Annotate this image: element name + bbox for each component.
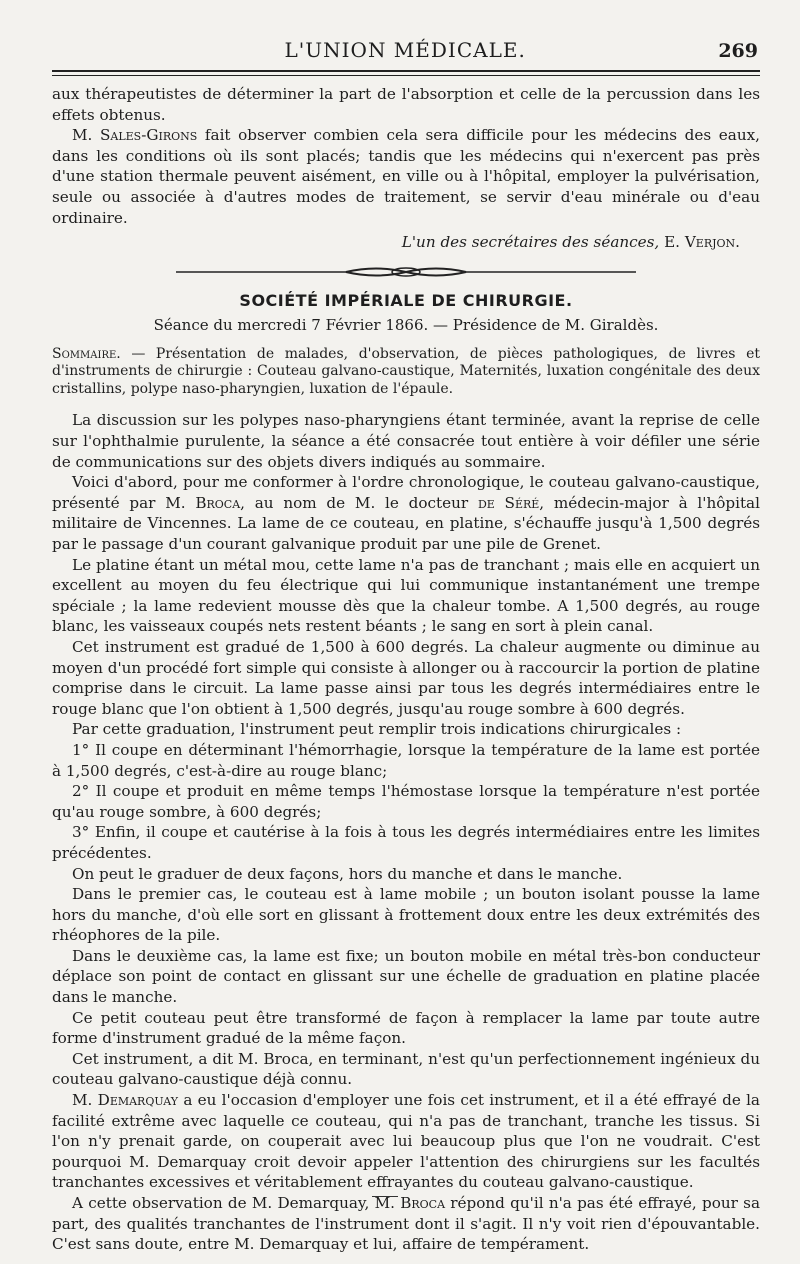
speaker-name: M. Demarquay (72, 1091, 179, 1110)
paragraph-text: a eu l'occasion d'employer une fois cet instrument, et il a été effrayé de la facilité extrême avec laquelle ce couteau, qui n'a pas de tranchant, tranche les tissus. Si l'on n'y prenait garde, on couperait avec lui beaucoup plus que l'on ne voudrait. C'est pourquoi M. Demarquay croit devoir appeler l'attention des chirurgiens sur les facultés tranchantes excessives et véritablement effrayantes du couteau galvano-caustique. (52, 1091, 760, 1192)
section-title: SOCIÉTÉ IMPÉRIALE DE CHIRURGIE. (239, 290, 573, 310)
paragraph: Ce petit couteau peut être transformé de façon à remplacer la lame par toute autre forme d'instrument gradué de la même façon. (52, 1008, 760, 1048)
page-header (52, 38, 760, 62)
paragraph (52, 125, 760, 228)
summary (52, 346, 760, 399)
paragraph (52, 1193, 760, 1255)
paragraph: Le platine étant un métal mou, cette lame n'a pas de tranchant ; mais elle en acquiert un excellent au moyen du feu électrique qui lui communique instantanément une trempe spéciale ; la lame redevient mousse dès que la chaleur tombe. A 1,500 degrés, au rouge blanc, les vaisseaux coupés nets restent béants ; le sang en sort à plein canal. (52, 555, 760, 636)
paragraph-text: A cette observation de M. Demarquay, (72, 1194, 375, 1212)
summary-label: Sommaire. (52, 345, 121, 362)
page-number: 269 (718, 40, 758, 62)
paragraph-text: répond qu'il n'a pas été effrayé, pour sa part, des qualités tranchantes de l'instrument dont il s'agit. Il n'y voit rien d'épouvantable. C'est sans doute, entre M. Demarquay et lui, affaire de tempérament. (52, 1194, 761, 1254)
paragraph: La discussion sur les polypes naso-pharyngiens étant terminée, avant la reprise de celle sur l'ophthalmie purulente, la séance a été consacrée tout entière à voir défiler une série de communications sur des objets divers indiqués au sommaire. (52, 411, 760, 471)
paragraph (52, 1090, 760, 1193)
paragraph: Cet instrument est gradué de 1,500 à 600 degrés. La chaleur augmente ou diminue au moyen d'un procédé fort simple qui consiste à allonger ou à raccourcir la portion de platine comprise dans le circuit. La lame passe ainsi par tous les degrés intermédiaires entre le rouge blanc que l'on obtient à 1,500 degrés, jusqu'au rouge sombre à 600 degrés. (52, 637, 761, 718)
paragraph-text: , au nom de M. le docteur (240, 493, 478, 512)
paragraph-text: , médecin-major à l'hôpital militaire de Vincennes. La lame de ce couteau, en platine, s'échauffe jusqu'à 1,500 degrés par le passage d'un courant galvanique produit par une pile de Grenet. (52, 493, 760, 553)
paragraph-text: Voici d'abord, pour me conformer à l'ordre chronologique, le couteau galvano-caustique, présenté par (52, 473, 760, 512)
paragraph: Dans le deuxième cas, la lame est fixe; un bouton mobile en métal très-bon conducteur déplace son point de contact en glissant sur une échelle de graduation en platine placée dans le manche. (52, 946, 760, 1007)
paragraph: Cet instrument, a dit M. Broca, en terminant, n'est qu'un perfectionnement ingénieux du couteau galvano-caustique déjà connu. (52, 1049, 760, 1089)
speaker-name: M. Broca (374, 1194, 446, 1212)
paragraph: On peut le graduer de deux façons, hors du manche et dans le manche. (72, 864, 623, 883)
paragraph: aux thérapeutistes de déterminer la part de l'absorption et celle de la percussion dans les effets obtenus. (52, 85, 760, 124)
list-item: 1° Il coupe en déterminant l'hémorrhagie, lorsque la température de la lame est portée à 1,500 degrés, c'est-à-dire au rouge blanc; (52, 740, 760, 780)
person-name: de Séré (477, 493, 540, 512)
speaker-name: M. Sales-Girons (72, 126, 198, 145)
paragraph: Dans le premier cas, le couteau est à lame mobile ; un bouton isolant pousse la lame hors du manche, d'où elle sort en glissant à frottement doux entre les deux extrémités des rhéophores de la pile. (52, 885, 760, 945)
signature-text: L'un des secrétaires des séances, (401, 233, 665, 252)
signature-name: E. Verjon. (664, 233, 740, 252)
article-body (52, 84, 760, 1255)
header-rule (52, 70, 760, 76)
summary-text: — Présentation de malades, d'observation, de pièces pathologiques, de livres et d'instruments de chirurgie : Couteau galvano-caustique, Maternités, luxation congénitale des deux cristallins, polype naso-pharyngien, luxation de l'épaule. (52, 345, 760, 397)
signature (52, 232, 740, 253)
footer-rule (372, 1196, 398, 1197)
list-item: 3° Enfin, il coupe et cautérise à la fois à tous les degrés intermédiaires entre les limites précédentes. (52, 823, 760, 862)
paragraph: Par cette graduation, l'instrument peut remplir trois indications chirurgicales : (72, 720, 682, 739)
list-item: 2° Il coupe et produit en même temps l'hémostase lorsque la température n'est portée qu'au rouge sombre, à 600 degrés; (52, 782, 760, 821)
session-line: Séance du mercredi 7 Février 1866. — Présidence de M. Giraldès. (153, 316, 659, 335)
running-title: L'UNION MÉDICALE. (284, 38, 526, 62)
paragraph (52, 472, 760, 554)
speaker-name: M. Broca (165, 493, 241, 512)
paragraph-text: fait observer combien cela sera difficile pour les médecins des eaux, dans les conditions où ils sont placés; tandis que les médecins qui n'exercent pas près d'une station thermale peuvent aisément, en ville ou à l'hôpital, employer la pulvérisation, seule ou associée à d'autres modes de traitement, se servir d'eau minérale ou d'eau ordinaire. (52, 126, 760, 227)
ornament-divider (176, 265, 636, 279)
